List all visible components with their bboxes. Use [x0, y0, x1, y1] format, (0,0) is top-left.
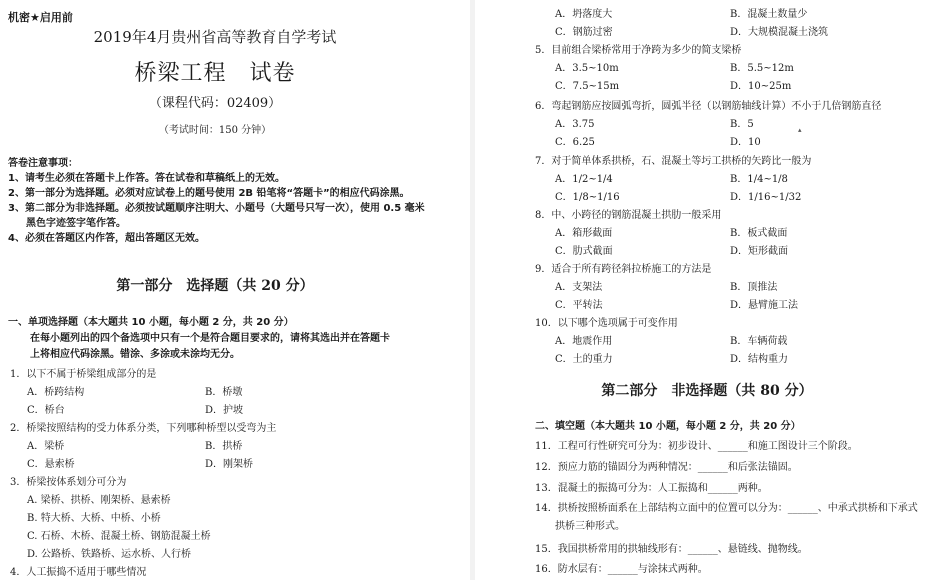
question-option: B．5.5~12m	[730, 63, 794, 74]
question-option: B．1/4~1/8	[730, 174, 788, 185]
question-stem: 9．适合于所有跨径斜拉桥施工的方法是	[535, 264, 712, 275]
question-stem: 4．人工振捣不适用于哪些情况	[10, 567, 147, 578]
course-code: （课程代码：02409）	[148, 96, 282, 111]
question-option: B．顶推法	[730, 282, 778, 293]
question-stem: 6．弯起钢筋应按圆弧弯折，圆弧半径（以钢筋轴线计算）不小于几倍钢筋直径	[535, 101, 882, 112]
question-option: C．7.5~15m	[555, 81, 620, 92]
question-stem: 3．桥梁按体系划分可分为	[10, 477, 127, 488]
section1-desc: 上将相应代码涂黑。错涂、多涂或未涂均无分。	[30, 349, 240, 360]
question-option: A．支架法	[555, 282, 603, 293]
question-option: D．10~25m	[730, 81, 792, 92]
question-option: A．3.5~10m	[555, 63, 619, 74]
notes-title: 答卷注意事项：	[8, 158, 78, 169]
question-option: B．拱桥	[205, 441, 243, 452]
question-option: D．悬臂施工法	[730, 300, 799, 311]
stray-mark: ▴	[798, 126, 802, 134]
part2-title: 第二部分 非选择题（共 80 分）	[601, 383, 813, 399]
question-option: B．车辆荷载	[730, 336, 788, 347]
question-option: C．钢筋过密	[555, 27, 613, 38]
section1-heading: 一、单项选择题（本大题共 10 小题，每小题 2 分，共 20 分）	[8, 317, 294, 328]
question-option: D．大规模混凝土浇筑	[730, 27, 829, 38]
question-option: C．悬索桥	[27, 459, 75, 470]
part1-title: 第一部分 选择题（共 20 分）	[116, 278, 314, 294]
confidential-label: 机密★启用前	[8, 11, 73, 24]
question-stem: 8．中、小跨径的钢筋混凝土拱肋一般采用	[535, 210, 722, 221]
question-option: A．坍落度大	[555, 9, 613, 20]
exam-time: （考试时间：150 分钟）	[158, 125, 272, 136]
question-option: C．肋式截面	[555, 246, 613, 257]
question-stem: 10．以下哪个选项属于可变作用	[535, 318, 678, 329]
fill-question: 15．我国拱桥常用的拱轴线形有：______、悬链线、抛物线。	[535, 544, 808, 555]
question-option: A．箱形截面	[555, 228, 613, 239]
question-option: A．梁桥	[27, 441, 65, 452]
question-option: C．土的重力	[555, 354, 613, 365]
question-option: D．护坡	[205, 405, 244, 416]
question-option: D．刚架桥	[205, 459, 254, 470]
question-stem: 1．以下不属于桥梁组成部分的是	[10, 369, 157, 380]
section2-heading: 二、填空题（本大题共 10 小题，每小题 2 分，共 20 分）	[535, 421, 801, 432]
question-option: C. 石桥、木桥、混凝土桥、钢筋混凝土桥	[27, 531, 211, 542]
fill-question: 13．混凝土的振捣可分为：人工振捣和______两种。	[535, 483, 768, 494]
question-option: A．3.75	[555, 119, 595, 130]
question-stem: 5．目前组合梁桥常用于净跨为多少的简支梁桥	[535, 45, 742, 56]
question-option: A．桥跨结构	[27, 387, 85, 398]
question-option: A. 梁桥、拱桥、刚架桥、悬索桥	[27, 495, 171, 506]
question-option: B．5	[730, 119, 754, 130]
question-option: D．矩形截面	[730, 246, 789, 257]
question-option: C．桥台	[27, 405, 65, 416]
note-item: 3、第二部分为非选择题。必须按试题顺序注明大、小题号（大题号只写一次），使用 0.5 毫米	[8, 203, 425, 214]
question-option: D．结构重力	[730, 354, 789, 365]
note-item: 1、请考生必须在答题卡上作答。答在试卷和草稿纸上的无效。	[8, 173, 285, 184]
fill-question: 16．防水层有：______与涂抹式两种。	[535, 564, 708, 575]
fill-question: 14．拱桥按照桥面系在上部结构立面中的位置可以分为：______、中承式拱桥和下承式	[535, 503, 918, 514]
question-option: C．6.25	[555, 137, 595, 148]
section1-desc: 在每小题列出的四个备选项中只有一个是符合题目要求的，请将其选出并在答题卡	[30, 333, 390, 344]
right-page	[475, 0, 939, 580]
question-option: A．1/2~1/4	[555, 174, 613, 185]
question-option: B．板式截面	[730, 228, 788, 239]
fill-question: 12．预应力筋的锚固分为两种情况：______和后张法锚固。	[535, 462, 798, 473]
question-option: B. 特大桥、大桥、中桥、小桥	[27, 513, 161, 524]
subject-title: 桥梁工程 试卷	[134, 61, 296, 86]
question-stem: 2．桥梁按照结构的受力体系分类，下列哪种桥型以受弯为主	[10, 423, 277, 434]
note-item: 黑色字迹签字笔作答。	[26, 218, 126, 229]
question-option: D．10	[730, 137, 761, 148]
question-option: D．1/16~1/32	[730, 192, 802, 203]
question-option: A．地震作用	[555, 336, 613, 347]
question-option: B．桥墩	[205, 387, 243, 398]
question-option: C．1/8~1/16	[555, 192, 620, 203]
note-item: 2、第一部分为选择题。必须对应试卷上的题号使用 2B 铅笔将“答题卡”的相应代码涂黑。	[8, 188, 410, 199]
question-stem: 7．对于简单体系拱桥，石、混凝土等圬工拱桥的矢跨比一般为	[535, 156, 812, 167]
fill-question-continued: 拱桥三种形式。	[555, 521, 625, 532]
question-option: C．平转法	[555, 300, 603, 311]
note-item: 4、必须在答题区内作答，超出答题区无效。	[8, 233, 205, 244]
exam-title: 2019年4月贵州省高等教育自学考试	[93, 28, 337, 46]
fill-question: 11．工程可行性研究可分为：初步设计、______和施工图设计三个阶段。	[535, 441, 858, 452]
exam-notes	[8, 156, 448, 246]
question-option: B．混凝土数量少	[730, 9, 808, 20]
question-option: D. 公路桥、铁路桥、运水桥、人行桥	[27, 549, 192, 560]
